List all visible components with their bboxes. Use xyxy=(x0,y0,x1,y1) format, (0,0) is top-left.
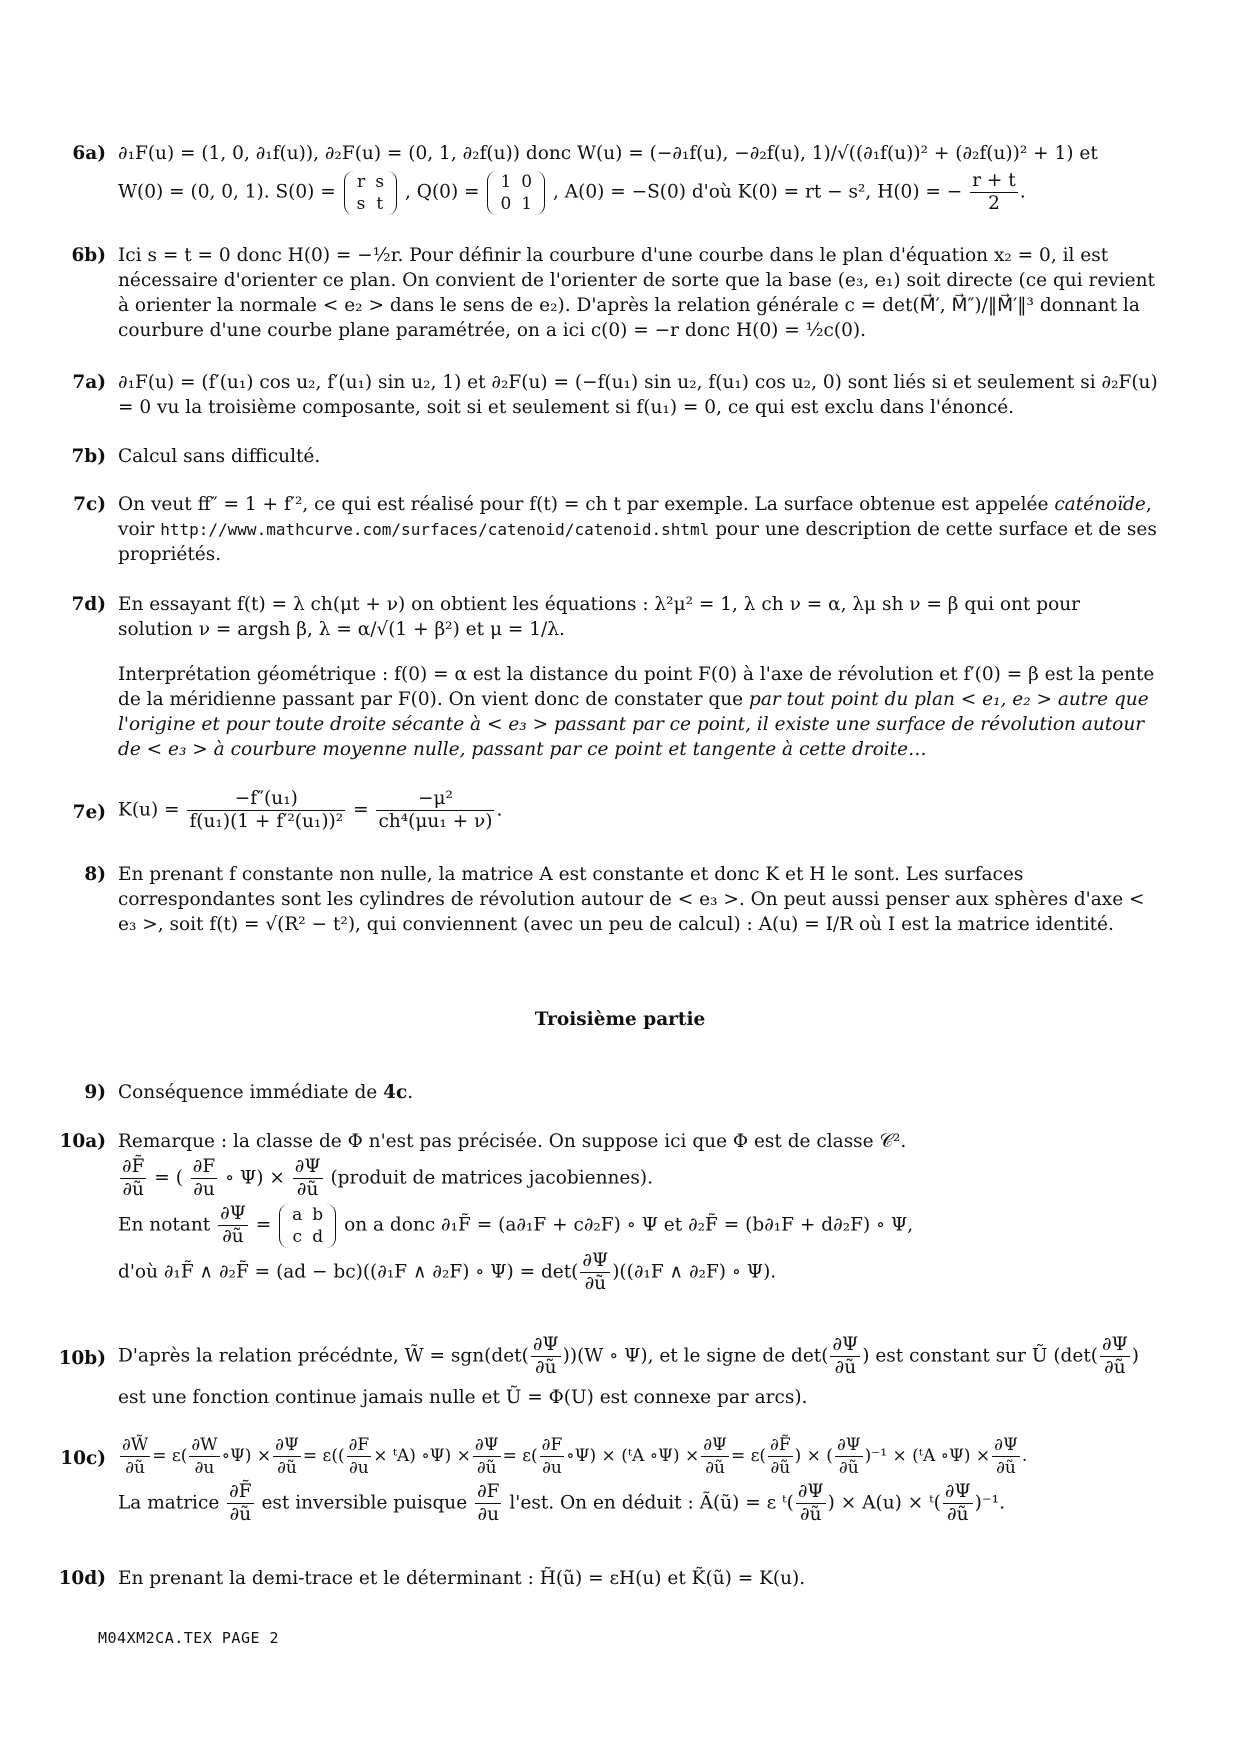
fraction xyxy=(796,1481,826,1526)
matrix-cell: a xyxy=(292,1204,303,1225)
text: )((∂₁F ∧ ∂₂F) ∘ Ψ). xyxy=(612,1261,777,1283)
text: d'où ∂₁F̃ ∧ ∂₂F̃ = (ad − bc)((∂₁F ∧ ∂₂F) ∘ Ψ) = det( xyxy=(118,1261,579,1283)
numerator: r + t xyxy=(972,170,1016,191)
numerator: ∂Ψ xyxy=(994,1435,1018,1455)
fraction xyxy=(227,1481,253,1526)
fraction xyxy=(189,1434,219,1479)
fraction xyxy=(768,1434,793,1479)
fraction xyxy=(347,1434,372,1479)
text: ∘ Ψ) × xyxy=(225,1167,285,1189)
denominator: ∂ũ xyxy=(1104,1357,1126,1378)
denominator: ∂ũ xyxy=(122,1179,144,1200)
text: ) × A(u) × ᵗ( xyxy=(827,1492,941,1514)
fraction xyxy=(475,1481,501,1526)
text: , voir xyxy=(118,494,1152,540)
numerator: ∂Ψ xyxy=(836,1435,861,1455)
matrix-cell: 1 xyxy=(521,193,533,214)
fraction xyxy=(218,1203,248,1248)
text: on a donc ∂₁F̃ = (a∂₁F + c∂₂F) ∘ Ψ et ∂₂F̃ = (b∂₁F + d∂₂F) ∘ Ψ, xyxy=(344,1214,914,1236)
denominator: ∂u xyxy=(349,1458,369,1478)
text-line xyxy=(118,1203,1158,1248)
numerator: ∂Ψ xyxy=(703,1435,727,1455)
denominator: ∂ũ xyxy=(584,1273,607,1294)
text: Interprétation géométrique : f(0) = α est la distance du point F(0) à l'axe de révolution et f′(0) = β est la pente de la méridienne passant par F(0). On vient donc de constater que xyxy=(118,664,1155,710)
item-body xyxy=(118,1434,1158,1526)
fraction xyxy=(580,1250,610,1295)
denominator: ∂u xyxy=(193,1179,215,1200)
item-number: 7c) xyxy=(73,494,106,515)
text: pour une description de cette surface et de ses propriétés. xyxy=(118,519,1157,565)
denominator: ∂ũ xyxy=(535,1357,557,1378)
denominator: ∂ũ xyxy=(947,1504,969,1525)
item-body xyxy=(118,444,1158,469)
matrix-cell: 1 xyxy=(500,171,512,192)
fraction xyxy=(701,1434,729,1479)
page-footer: M04XM2CA.TEX PAGE 2 xyxy=(98,1629,280,1647)
text: D'après la relation précédnte, W̃ = sgn(det( xyxy=(118,1345,529,1367)
item-body xyxy=(118,788,1158,833)
text: = ε( xyxy=(152,1446,188,1466)
text-line: $\frac{\partial F̃}{\partial ũ}$ = ( $\frac{\partial F}{\partial u}$ ∘ Ψ) × $\frac{\partial\Psi}{\partial ũ}$ (produit de matrices jacobiennes). xyxy=(122,1156,653,1200)
text: En notant xyxy=(118,1214,211,1236)
text: , A(0) = −S(0) d'où K(0) = rt − s², H(0) = − xyxy=(552,181,963,203)
text: . xyxy=(1019,181,1026,203)
fraction xyxy=(970,170,1018,215)
italic-text: par tout point du plan < e₁, e₂ > autre que l'origine et pour toute droite sécante à < e₃ > passant par ce point, il existe une surface de révolution autour de < e₃ > à courbure moyenne nulle, passant par ce point et tangente à cette droite… xyxy=(118,689,1149,760)
denominator: 2 xyxy=(988,193,1000,214)
text: × ᵗA) ∘Ψ) × xyxy=(373,1446,471,1466)
matrix-jacobian xyxy=(279,1204,336,1248)
fraction xyxy=(293,1156,323,1201)
text: On veut ff″ = 1 + f′², ce qui est réalisé pour f(t) = ch t par exemple. La surface obtenue est appelée xyxy=(118,494,1055,515)
numerator: ∂Ψ xyxy=(532,1334,559,1355)
numerator: ∂W̃ xyxy=(122,1435,149,1455)
item-body xyxy=(118,492,1158,567)
item-number: 7b) xyxy=(71,446,106,467)
paragraph: En prenant la demi-trace et le déterminant : H̃(ũ) = εH(u) et K̃(ũ) = K(u). xyxy=(118,1568,806,1589)
item-number: 10d) xyxy=(58,1568,106,1589)
text: l'est. On en déduit : Ã(ũ) = ε ᵗ( xyxy=(509,1492,794,1514)
numerator: ∂Ψ xyxy=(294,1156,321,1177)
item-body xyxy=(118,592,1158,762)
denominator: ∂ũ xyxy=(996,1458,1016,1478)
text: ∘Ψ) × xyxy=(221,1446,272,1466)
numerator: ∂F xyxy=(348,1435,370,1455)
text: K(u) = xyxy=(118,799,180,821)
denominator: ∂ũ xyxy=(229,1504,252,1525)
text: , Q(0) = xyxy=(405,181,480,203)
paragraph: En prenant f constante non nulle, la matrice A est constante et donc K et H le sont. Les surfaces correspondantes sont les cylindres de révolution autour de < e₃ >. On peut aussi penser aux sphères d'axe < e₃ >, soit f(t) = √(R² − t²), qui conviennent (avec un peu de calcul) : A(u) = I/R où I est la matrice identité. xyxy=(118,864,1145,935)
denominator: f(u₁)(1 + f′²(u₁))² xyxy=(189,811,344,832)
text: = ε(( xyxy=(302,1446,345,1466)
denominator: ∂ũ xyxy=(705,1458,725,1478)
denominator: ∂ũ xyxy=(770,1458,791,1478)
fraction xyxy=(835,1434,863,1479)
item-number: 10b) xyxy=(58,1348,106,1369)
text-line: Remarque : la classe de Φ n'est pas précisée. On suppose ici que Φ est de classe 𝒞². xyxy=(118,1131,907,1152)
text: Conséquence immédiate de xyxy=(118,1082,384,1103)
paragraph: ∂₁F(u) = (f′(u₁) cos u₂, f′(u₁) sin u₂, 1) et ∂₂F(u) = (−f(u₁) sin u₂, f(u₁) cos u₂, 0) sont liés si et seulement si ∂₂F(u) = 0 vu la troisième composante, soit si et seulement si f(u₁) = 0, ce qui est exclu dans l'énoncé. xyxy=(118,372,1158,418)
numerator: ∂Ψ xyxy=(220,1203,246,1224)
numerator: −f″(u₁) xyxy=(187,788,345,811)
text: = xyxy=(353,799,369,821)
denominator: ∂u xyxy=(542,1458,562,1478)
numerator: ∂Ψ xyxy=(474,1435,499,1455)
denominator: ∂u xyxy=(477,1504,500,1525)
text: (produit de matrices jacobiennes). xyxy=(330,1167,653,1189)
fraction xyxy=(376,788,494,833)
text: ∘Ψ) × (ᵗA ∘Ψ) × xyxy=(566,1446,700,1466)
matrix-cell: s xyxy=(356,193,366,214)
numerator: ∂F xyxy=(192,1156,216,1177)
fraction xyxy=(120,1156,146,1201)
numerator: −μ² xyxy=(376,788,494,811)
paragraph: Ici s = t = 0 donc H(0) = −½r. Pour définir la courbure d'une courbe dans le plan d'équation x₂ = 0, il est nécessaire d'orienter ce plan. On convient de l'orienter de sorte que la base (e₃, e₁) soit directe (ce qui revient à orienter la normale < e₂ > dans le sens de e₂). D'après la relation générale c = det(M⃗′, M⃗″)/‖M⃗′‖³ donnant la courbure d'une courbe plane paramétrée, on a ici c(0) = −r donc H(0) = ½c(0). xyxy=(118,245,1155,341)
text: La matrice xyxy=(118,1492,220,1514)
term: caténoïde xyxy=(1054,494,1146,515)
text: . xyxy=(1021,1446,1028,1466)
numerator: ∂Ψ xyxy=(582,1250,609,1271)
text: est inversible puisque xyxy=(261,1492,468,1514)
item-number: 10a) xyxy=(59,1131,106,1152)
item-body xyxy=(118,370,1158,420)
matrix-q xyxy=(487,171,545,215)
numerator: ∂F̃ xyxy=(770,1435,791,1455)
matrix-cell: s xyxy=(375,171,385,192)
paragraph xyxy=(118,492,1158,567)
item-body xyxy=(118,1129,1158,1295)
fraction xyxy=(540,1434,565,1479)
text-line: ∂₁F(u) = (1, 0, ∂₁f(u)), ∂₂F(u) = (0, 1, ∂₂f(u)) donc W(u) = (−∂₁f(u), −∂₂f(u), 1)/√((∂₁f(u))² + (∂₂f(u))² + 1) et xyxy=(118,143,1098,164)
numerator: ∂F̃ xyxy=(229,1481,252,1502)
fraction xyxy=(191,1156,217,1201)
fraction xyxy=(273,1434,301,1479)
item-body xyxy=(118,243,1158,343)
denominator: ∂ũ xyxy=(277,1458,297,1478)
text: ) × ( xyxy=(794,1446,833,1466)
item-body xyxy=(118,1566,1158,1591)
text: = xyxy=(255,1214,272,1236)
matrix-s xyxy=(344,171,397,215)
item-body xyxy=(118,862,1158,937)
item-number: 6b) xyxy=(71,245,106,266)
denominator: ∂u xyxy=(194,1458,215,1478)
numerator: ∂Ψ xyxy=(1102,1334,1128,1355)
item-body xyxy=(118,1080,1158,1105)
item-body xyxy=(118,141,1158,215)
matrix-cell: d xyxy=(312,1226,324,1247)
text: . xyxy=(496,799,503,821)
fraction xyxy=(531,1334,561,1379)
text: = xyxy=(154,1167,170,1189)
item-number: 9) xyxy=(84,1082,106,1103)
text: W(0) = (0, 0, 1). S(0) = xyxy=(118,181,336,203)
denominator: ∂ũ xyxy=(296,1179,319,1200)
fraction xyxy=(943,1481,973,1526)
item-body xyxy=(118,1334,1158,1410)
numerator: ∂Ψ xyxy=(275,1435,299,1455)
item-number: 10c) xyxy=(60,1448,106,1469)
numerator: ∂Ψ xyxy=(832,1334,859,1355)
text-line xyxy=(118,1250,1158,1295)
text-line: est une fonction continue jamais nulle et Ũ = Φ(U) est connexe par arcs). xyxy=(118,1387,808,1408)
item-number: 8) xyxy=(84,864,106,885)
text-line xyxy=(118,170,1158,215)
text: )⁻¹ × (ᵗA ∘Ψ) × xyxy=(864,1446,991,1466)
paragraph xyxy=(118,662,1158,762)
section-heading: Troisième partie xyxy=(534,1009,706,1030)
text-line xyxy=(118,1481,1158,1526)
denominator: ∂ũ xyxy=(838,1458,859,1478)
item-number: 7e) xyxy=(72,802,106,823)
text: . xyxy=(407,1082,414,1103)
paragraph: En essayant f(t) = λ ch(μt + ν) on obtient les équations : λ²μ² = 1, λ ch ν = α, λμ sh ν = β qui ont pour solution ν = argsh β, λ = α/√(1 + β²) et μ = 1/λ. xyxy=(118,594,1080,640)
fraction xyxy=(120,1434,150,1479)
matrix-cell: 0 xyxy=(500,193,512,214)
text-line xyxy=(118,1334,1158,1379)
matrix-cell: t xyxy=(376,193,384,214)
denominator: ∂ũ xyxy=(222,1226,244,1247)
text: ))(W ∘ Ψ), et le signe de det( xyxy=(562,1345,829,1367)
text: ) xyxy=(1131,1345,1140,1367)
fraction xyxy=(830,1334,860,1379)
item-number: 7a) xyxy=(72,372,106,393)
matrix-cell: b xyxy=(312,1204,324,1225)
matrix-cell: c xyxy=(292,1226,302,1247)
numerator: ∂Ψ xyxy=(797,1481,824,1502)
text-line xyxy=(118,1434,1158,1479)
fraction xyxy=(992,1434,1020,1479)
fraction xyxy=(187,788,345,833)
numerator: ∂F xyxy=(477,1481,500,1502)
reference: 4c xyxy=(383,1082,408,1103)
numerator: ∂F̃ xyxy=(122,1156,145,1177)
fraction xyxy=(473,1434,501,1479)
matrix-cell: r xyxy=(356,171,366,192)
denominator: ch⁴(μu₁ + ν) xyxy=(378,811,493,832)
text: = ε( xyxy=(502,1446,538,1466)
numerator: ∂W xyxy=(191,1435,218,1455)
item-number: 6a) xyxy=(72,143,106,164)
text: = ε( xyxy=(730,1446,767,1466)
text: ) est constant sur Ũ (det( xyxy=(862,1345,1098,1367)
denominator: ∂ũ xyxy=(476,1458,497,1478)
denominator: ∂ũ xyxy=(800,1504,822,1525)
item-number: 7d) xyxy=(71,594,106,615)
denominator: ∂ũ xyxy=(125,1458,145,1478)
numerator: ∂Ψ xyxy=(944,1481,971,1502)
paragraph: Calcul sans difficulté. xyxy=(118,446,321,467)
text: )⁻¹. xyxy=(974,1492,1005,1514)
matrix-cell: 0 xyxy=(521,171,533,192)
paragraph xyxy=(118,1080,1158,1105)
fraction xyxy=(1100,1334,1130,1379)
denominator: ∂ũ xyxy=(834,1357,857,1378)
numerator: ∂F xyxy=(541,1435,563,1455)
url-link[interactable]: http://www.mathcurve.com/surfaces/catenoid/catenoid.shtml xyxy=(160,520,710,539)
